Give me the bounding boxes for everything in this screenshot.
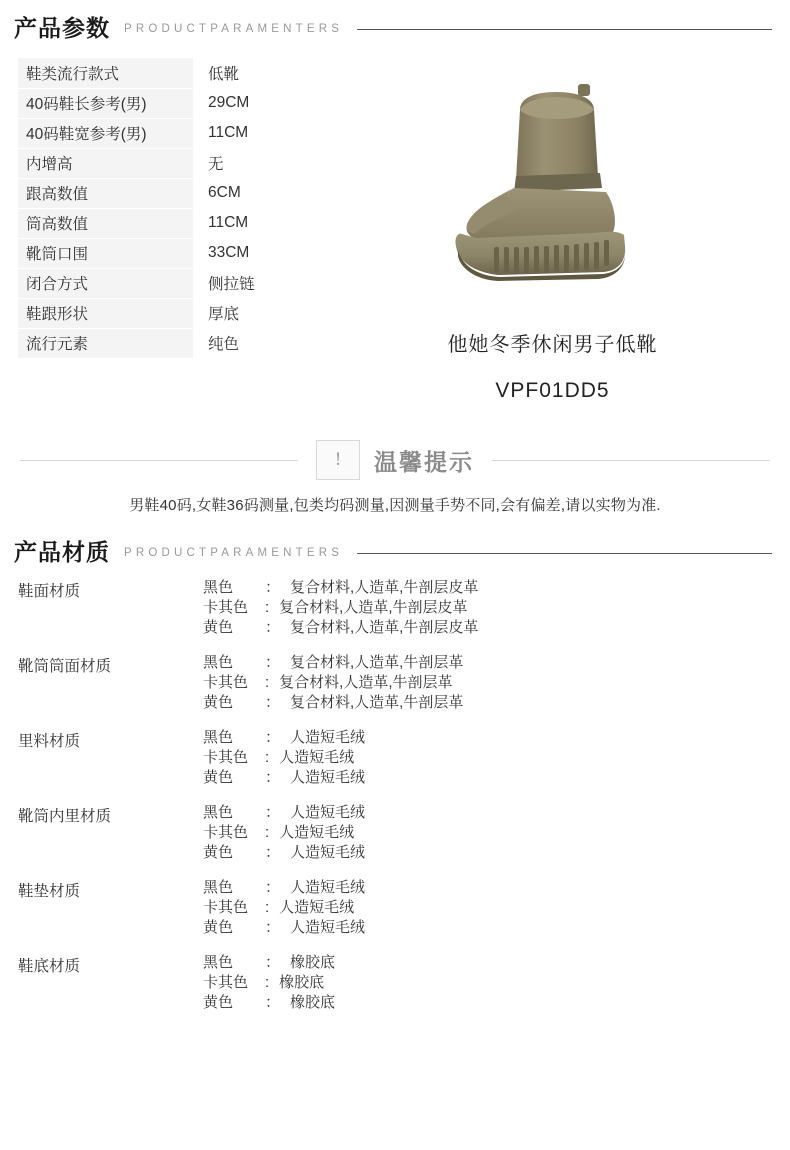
product-name: 他她冬季休闲男子低靴 <box>447 334 658 356</box>
material-color: 黄色 <box>203 769 234 786</box>
list-item <box>18 653 772 713</box>
material-value: 人造短毛绒 <box>279 899 355 916</box>
param-value: 纯色 <box>193 328 318 358</box>
param-key: 靴筒口围 <box>18 238 193 268</box>
section-title-params: 产品参数 <box>14 15 110 41</box>
material-value: 人造短毛绒 <box>290 919 366 936</box>
material-color: 黑色 <box>203 729 234 746</box>
material-value: 橡胶底 <box>279 974 325 991</box>
material-value: 橡胶底 <box>290 954 336 971</box>
tips-text: 男鞋40码,女鞋36码测量,包类均码测量,因测量手势不同,会有偏差,请以实物为准. <box>129 497 661 514</box>
section-subtitle-materials: PRODUCTPARAMENTERS <box>124 546 344 559</box>
material-color: 黑色 <box>203 954 234 971</box>
material-line <box>203 578 478 598</box>
material-label: 靴筒内里材质 <box>18 808 112 825</box>
material-sep: : <box>265 674 270 691</box>
list-item <box>18 578 772 638</box>
material-color: 黄色 <box>203 844 234 861</box>
material-values <box>203 578 478 638</box>
material-value: 人造短毛绒 <box>279 824 355 841</box>
param-key: 40码鞋宽参考(男) <box>18 118 193 148</box>
material-values <box>203 653 463 713</box>
section-header-materials <box>0 534 790 567</box>
material-label: 鞋底材质 <box>18 958 81 975</box>
param-key: 鞋跟形状 <box>18 298 193 328</box>
section-header-params <box>0 10 790 43</box>
material-value: 人造短毛绒 <box>290 729 366 746</box>
material-value: 复合材料,人造革,牛剖层皮革 <box>290 579 479 596</box>
tips-band <box>0 440 790 515</box>
material-sep: ： <box>265 694 281 711</box>
material-line <box>203 598 478 618</box>
material-line <box>203 898 365 918</box>
param-key: 闭合方式 <box>18 268 193 298</box>
material-color: 卡其色 <box>203 674 249 691</box>
material-label: 里料材质 <box>18 733 81 750</box>
table-row <box>18 238 318 268</box>
list-item <box>18 728 772 788</box>
product-showcase <box>330 60 775 403</box>
list-item <box>18 803 772 863</box>
table-row <box>18 118 318 148</box>
material-line <box>203 843 365 863</box>
materials-list <box>18 578 772 1028</box>
material-values <box>203 878 365 938</box>
material-value: 人造短毛绒 <box>290 879 366 896</box>
material-label: 鞋面材质 <box>18 583 81 600</box>
material-value: 复合材料,人造革,牛剖层革 <box>290 694 464 711</box>
tips-divider-row <box>0 440 790 480</box>
param-value: 33CM <box>193 238 318 268</box>
material-sep: ： <box>265 619 281 636</box>
header-divider <box>357 553 772 554</box>
material-color: 黄色 <box>203 619 234 636</box>
table-row <box>18 268 318 298</box>
material-value: 复合材料,人造革,牛剖层皮革 <box>279 599 468 616</box>
material-line <box>203 653 463 673</box>
table-row <box>18 208 318 238</box>
material-color: 黑色 <box>203 654 234 671</box>
material-line <box>203 973 335 993</box>
material-values <box>203 728 365 788</box>
material-label: 靴筒筒面材质 <box>18 658 112 675</box>
material-sep: ： <box>265 994 281 1011</box>
material-sep: ： <box>265 654 281 671</box>
material-line <box>203 618 478 638</box>
material-line <box>203 748 365 768</box>
material-value: 复合材料,人造革,牛剖层革 <box>290 654 464 671</box>
material-line <box>203 823 365 843</box>
material-sep: ： <box>265 919 281 936</box>
material-sep: ： <box>265 879 281 896</box>
param-value: 低靴 <box>193 58 318 88</box>
param-key: 内增高 <box>18 148 193 178</box>
material-color: 卡其色 <box>203 599 249 616</box>
list-item <box>18 953 772 1013</box>
material-values <box>203 803 365 863</box>
material-value: 复合材料,人造革,牛剖层皮革 <box>290 619 479 636</box>
material-color: 黄色 <box>203 694 234 711</box>
material-color: 卡其色 <box>203 824 249 841</box>
material-color: 卡其色 <box>203 974 249 991</box>
material-sep: : <box>265 749 270 766</box>
header-divider <box>357 29 772 30</box>
param-key: 流行元素 <box>18 328 193 358</box>
material-sep: ： <box>265 579 281 596</box>
material-value: 复合材料,人造革,牛剖层革 <box>279 674 453 691</box>
material-label: 鞋垫材质 <box>18 883 81 900</box>
material-color: 黑色 <box>203 804 234 821</box>
section-subtitle-params: PRODUCTPARAMENTERS <box>124 22 344 35</box>
material-value: 人造短毛绒 <box>279 749 355 766</box>
param-value: 6CM <box>193 178 318 208</box>
material-sep: : <box>265 899 270 916</box>
params-table <box>18 58 318 359</box>
material-line <box>203 918 365 938</box>
table-row <box>18 58 318 88</box>
material-value: 人造短毛绒 <box>290 769 366 786</box>
material-sep: : <box>265 824 270 841</box>
material-sep: : <box>265 974 270 991</box>
tips-divider-right <box>492 460 770 461</box>
param-key: 40码鞋长参考(男) <box>18 88 193 118</box>
tips-title: 温馨提示 <box>374 448 474 475</box>
tips-divider-left <box>20 460 298 461</box>
product-code: VPF01DD5 <box>495 379 610 402</box>
table-row <box>18 178 318 208</box>
param-key: 鞋类流行款式 <box>18 58 193 88</box>
material-value: 人造短毛绒 <box>290 844 366 861</box>
material-sep: ： <box>265 804 281 821</box>
material-line <box>203 878 365 898</box>
param-key: 跟高数值 <box>18 178 193 208</box>
param-value: 11CM <box>193 208 318 238</box>
material-color: 黄色 <box>203 919 234 936</box>
tips-title-box <box>298 440 492 480</box>
material-line <box>203 673 463 693</box>
param-value: 厚底 <box>193 298 318 328</box>
table-row <box>18 148 318 178</box>
material-line <box>203 993 335 1013</box>
product-image <box>330 60 775 320</box>
material-line <box>203 768 365 788</box>
material-value: 人造短毛绒 <box>290 804 366 821</box>
param-value: 11CM <box>193 118 318 148</box>
material-color: 黑色 <box>203 879 234 896</box>
material-color: 黑色 <box>203 579 234 596</box>
table-row <box>18 298 318 328</box>
material-sep: ： <box>265 769 281 786</box>
material-sep: ： <box>265 844 281 861</box>
table-row <box>18 88 318 118</box>
material-sep: ： <box>265 729 281 746</box>
exclamation-icon: ! <box>316 440 360 480</box>
material-line <box>203 693 463 713</box>
material-sep: ： <box>265 954 281 971</box>
list-item <box>18 878 772 938</box>
boot-photo-icon <box>428 80 678 300</box>
material-color: 卡其色 <box>203 899 249 916</box>
material-sep: : <box>265 599 270 616</box>
table-row <box>18 328 318 358</box>
material-line <box>203 953 335 973</box>
section-title-materials: 产品材质 <box>14 539 110 565</box>
material-color: 卡其色 <box>203 749 249 766</box>
material-color: 黄色 <box>203 994 234 1011</box>
param-value: 29CM <box>193 88 318 118</box>
material-value: 橡胶底 <box>290 994 336 1011</box>
material-values <box>203 953 335 1013</box>
material-line <box>203 803 365 823</box>
param-value: 无 <box>193 148 318 178</box>
param-value: 侧拉链 <box>193 268 318 298</box>
material-line <box>203 728 365 748</box>
param-key: 筒高数值 <box>18 208 193 238</box>
